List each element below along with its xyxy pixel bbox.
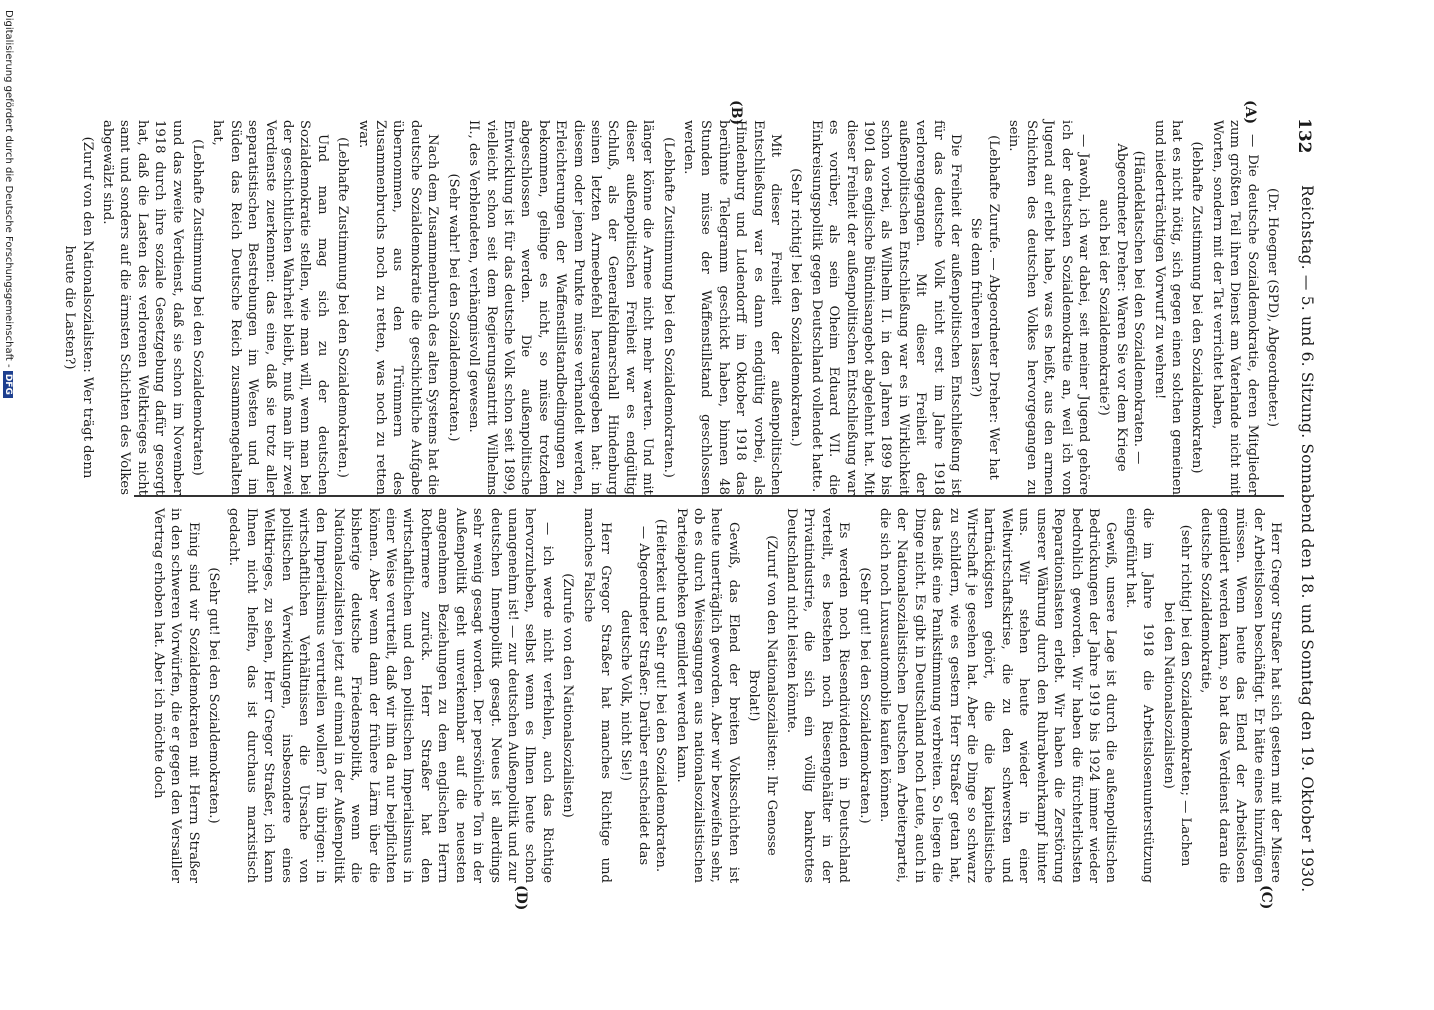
right-column (134, 508, 1284, 883)
interjection: (sehr richtig! bei den Sozialdemokraten; — Lachen bei den Nationalsozialisten) (1160, 524, 1193, 867)
paragraph: Nach dem Zusammenbruch des alten Systems hat die deutsche Sozialdemokratie die geschichtliche Aufgabe übernommen, aus den Trümmern des Zusammenbruchs noch zu retten, was noch zu retten war. (355, 120, 441, 495)
paragraph: — Die deutsche Sozialdemokratie, deren Mitglieder zum größten Teil ihren Dienst am Vaterlande nicht mit Worten, sondern mit der Tat verrichtet haben, (1209, 120, 1260, 495)
paragraph: Gewiß, unsere Lage ist durch die außenpolitischen Bedrückungen der Jahre 1919 bis 1924 immer wieder bedrohlich geworden. Wir haben die fürchterlichsten Reparationslasten erlebt. Wir haben die Zerstörung unserer Währung durch den Ruhrabwehrkampf hinter uns. Wir stehen heute wieder in einer Weltwirtschaftskrise, die zu den schwersten und hartnäckigsten gehört, die die kapitalistische Wirtschaft je gesehen hat. Aber die Dinge so schwarz zu schildern, wie es gestern Herr Straßer getan hat, das heißt eine Panikstimmung verbreiten. So liegen die Dinge nicht. Es gibt in Deutschland noch Leute, auch in der Nationalsozialistischen Deutschen Arbeiterpartei, die sich noch Luxusautomobile kaufen können. (877, 508, 1119, 883)
interjection: (Sehr wahr! bei den Sozialdemokraten.) (445, 173, 461, 442)
paragraph: länger könne die Armee nicht mehr warten. Und mit dieser außenpolitischen Freiheit war es endgültig Schluß, als der Generalfeldmarschall Hindenburg seinen letzten Armeebefehl herausgegeben hat: in diesem oder jenem Punkte müsse verhandelt werden, Erleichterungen der Waffenstillstandbedingungen zu bekommen, gelinge es nicht, so müsse trotzdem abgeschlossen werden. Die außenpolitische Entwicklung ist für das deutsche Volk schon seit 1899, vielleicht schon seit dem Regierungsantritt Wilhelms II., des Verblendeten, verhängnisvoll gewesen. (466, 120, 656, 495)
paragraph: — Jawohl, ich war dabei, seit meiner Jugend gehöre ich der deutschen Sozialdemokratie an, weil ich von Jugend auf erlebt habe, was es heißt, aus den armen Schichten des deutschen Volkes hervorgegangen zu sein. (1006, 120, 1091, 495)
paragraph: Einig sind wir Sozialdemokraten mit Herrn Straßer in den schweren Vorwürfen, die er gegen den Versailler Vertrag erhoben hat. Aber ich möchte doch (150, 508, 201, 883)
interjection: (Händeklatschen bei den Sozialdemokraten. — Abgeordneter Dreher: Waren Sie vor dem Kriege auch bei der Sozialdemokratie?) (1096, 143, 1147, 472)
dfg-footer (0, 0, 14, 1000)
interjection: (Sehr gut! bei den Sozialdemokraten.) (856, 567, 872, 824)
margin-mark-d: (D) (513, 885, 529, 911)
dfg-logo: DFG (3, 371, 13, 398)
paragraph: Mit dieser Freiheit der außenpolitischen Entschließung war es dann endgültig vorbei, als Hindenburg und Ludendorff im Oktober 1918 das berühmte Telegramm geschickt haben, binnen 48 Stunden müsse der Waffenstillstand geschlossen werden. (681, 120, 784, 495)
paragraph: Gewiß, das Elend der breiten Volksschichten ist heute unerträglich geworden. Aber wir bezweifeln sehr, ob es durch Weissagungen aus nationalsozialistischen Parteiapotheken gemildert werden kann. (673, 508, 741, 883)
margin-mark-a: (A) (1242, 100, 1258, 125)
interjection: (Lebhafte Zustimmung bei den Sozialdemokraten.) (660, 137, 676, 478)
interjection: (Sehr gut! bei den Sozialdemokraten.) (206, 567, 222, 824)
interjection: (Lebhafte Zurufe. — Abgeordneter Dreher: Wer hat Sie denn früheren lassen?) (968, 135, 1001, 480)
paragraph: Herr Gregor Straßer hat manches Richtige und manches Falsche (580, 508, 613, 883)
margin-mark-b: (B) (728, 100, 744, 126)
paragraph: Herr Gregor Straßer hat sich gestern mit der Misere der Arbeitslosen beschäftigt. Er hätte eines hinzufügen müssen. Wenn heute das Elend der Arbeitslosen gemildert werden kann, so hat das Verdienst daran die deutsche Sozialdemokratie, (1198, 508, 1283, 883)
footer-text: Digitalisierung gefördert durch die Deutsche Forschungsgemeinschaft - (3, 10, 14, 368)
interjection: (Heiterkeit und Sehr gut! bei den Sozialdemokraten. — Abgeordneter Straßer: Darüber entscheidet das deutsche Volk, nicht Sie!) (618, 518, 669, 873)
running-head: Reichstag. — 5. und 6. Sitzung. Sonnabend den 18. und Sonntag den 19. Oktober 1930. (1298, 185, 1316, 893)
paragraph: — ich werde nicht verfehlen, auch das Richtige hervorzuheben, selbst wenn es Ihnen heute schon unangenehm ist! — zur deutschen Außenpolitik und zur deutschen Innenpolitik gesagt. Neues ist allerdings sehr wenig gesagt worden. Der persönliche Ton in der Außenpolitik geht unverkennbar auf die neuesten angenehmen Beziehungen zu dem englischen Herrn Rothermere zurück. Herr Straßer hat den wirtschaftlichen und den politischen Imperialismus in einer Weise verurteilt, daß wir ihm da nur beipflichten können. Aber wenn dann der frühere Lärm über die bisherige deutsche Friedenspolitik, wenn die Nationalsozialisten jetzt auf einmal in der Außenpolitik den Imperialismus verurteilen wollen? Im übrigen: in wirtschaftlichen Verhältnissen die Ursache von politischen Verwicklungen, insbesondere eines Weltkrieges, zu sehen, Herr Gregor Straßer, ich kann Ihnen nicht helfen, das ist durchaus marxistisch gedacht. (226, 508, 555, 883)
paragraph: Die Freiheit der außenpolitischen Entschließung ist für das deutsche Volk nicht erst im Jahre 1918 verlorengegangen. Mit dieser Freiheit der außenpolitischen Entschließung war es in Wirklichkeit schon vorbei, als Wilhelm II. in den Jahren 1899 bis 1901 das englische Bündnisangebot abgelehnt hat. Mit dieser Freiheit der außenpolitischen Entschließung war es vorüber, als sein Oheim Eduard VII. die Einkreisungspolitik gegen Deutschland vollendet hatte. (808, 120, 964, 495)
interjection: (Sehr richtig! bei den Sozialdemokraten.) (788, 168, 804, 447)
paragraph: Und man mag sich zu der deutschen Sozialdemokratie stellen, wie man will, wenn man bei der geschichtlichen Wahrheit bleibt, muß man ihr zwei Verdienste zuerkennen: das eine, daß sie trotz aller separatistischen Bestrebungen im Westen und im Süden das Reich Deutsche Reich zusammengehalten hat, (210, 120, 330, 495)
interjection: (Zuruf von den Nationalsozialisten: Wer trägt denn heute die Lasten?) (62, 136, 95, 479)
left-column (62, 120, 1284, 495)
column-divider (134, 495, 1284, 497)
interjection: (Zurufe von den Nationalsozialisten) (560, 573, 576, 818)
interjection: (lebhafte Zustimmung bei den Sozialdemokraten) (1189, 141, 1205, 474)
footer-text-wrapper (3, 0, 14, 1010)
paragraph: hat es nicht nötig, sich gegen einen solchen gemeinen und niederträchtigen Vorwurf zu wehren! (1151, 120, 1184, 495)
interjection: (Lebhafte Zustimmung bei den Sozialdemokraten) (190, 139, 206, 476)
page-number: 132 (1294, 118, 1314, 154)
paragraph: die im Jahre 1918 die Arbeitslosenunterstützung eingeführt hat. (1122, 508, 1156, 883)
interjection: (Zuruf von den Nationalsozialisten: Ihr Genosse Brolat!) (746, 535, 779, 856)
interjection: (Lebhafte Zustimmung bei den Sozialdemokraten.) (335, 137, 351, 478)
paragraph: und das zweite Verdienst, daß sie schon im November 1918 durch ihre soziale Gesetzgebung dafür gesorgt hat, daß die Lasten des verlorenen Weltkrieges nicht samt und sonders auf die ärmsten Schichten des Volkes abgewälzt sind. (100, 120, 185, 495)
paragraph: (Dr. Hoegner (SPD), Abgeordneter.) (1265, 187, 1280, 428)
margin-mark-c: (C) (1258, 885, 1274, 910)
paragraph: Es werden noch Riesendividenden in Deutschland verteilt, es bestehen noch Riesengehälter in der Privatindustrie, die sich ein völlig bankrottes Deutschland nicht leisten könnte. (784, 508, 852, 883)
